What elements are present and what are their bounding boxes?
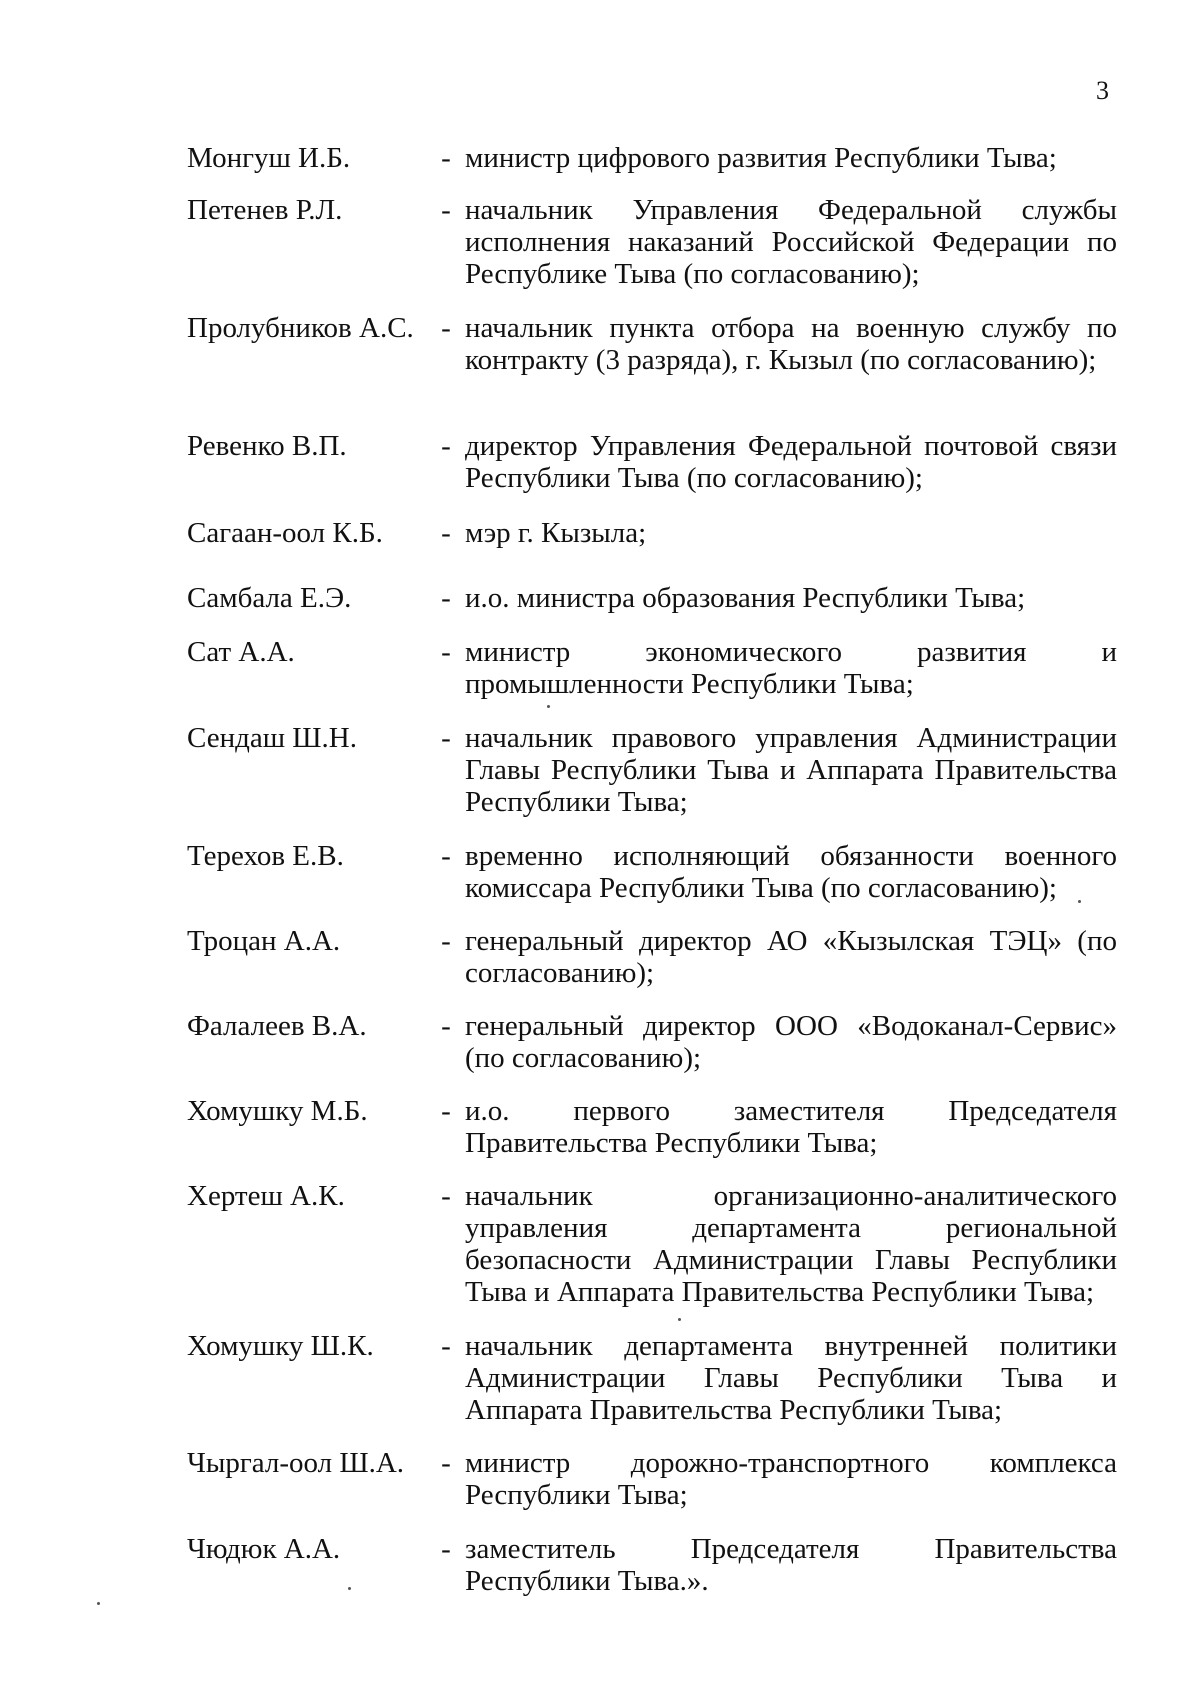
entry-description: директор Управления Федеральной почтовой связи Республики Тыва (по согласованию); [465, 430, 1117, 494]
entry-name: Чыргал-оол Ш.А. [187, 1447, 405, 1479]
entry-name: Сендаш Ш.Н. [187, 722, 357, 754]
entry-description: генеральный директор ООО «Водоканал-Сервис» (по согласованию); [465, 1010, 1117, 1074]
entry-dash: - [441, 582, 451, 614]
entry-description: заместитель Председателя Правительства Республики Тыва.». [465, 1533, 1117, 1597]
entry-dash: - [441, 312, 451, 344]
page-number: 3 [1096, 76, 1109, 105]
entry-description: министр цифрового развития Республики Тыва; [465, 142, 1057, 174]
entry-description: начальник департамента внутренней политики Администрации Главы Республики Тыва и Аппарата Правительства Республики Тыва; [465, 1330, 1117, 1426]
entry-description: временно исполняющий обязанности военного комиссара Республики Тыва (по согласованию); [465, 840, 1117, 904]
entry-description: и.о. министра образования Республики Тыва; [465, 582, 1026, 614]
entry-description: начальник правового управления Администрации Главы Республики Тыва и Аппарата Правительства Республики Тыва; [465, 722, 1117, 818]
entry-description: министр дорожно-транспортного комплекса Республики Тыва; [465, 1447, 1117, 1511]
entry-dash: - [441, 517, 451, 549]
entry-description: начальник Управления Федеральной службы исполнения наказаний Российской Федерации по Республике Тыва (по согласованию); [465, 194, 1117, 290]
scan-speck [547, 705, 550, 708]
entry-dash: - [441, 722, 451, 754]
scan-speck [1078, 900, 1081, 903]
scan-speck [348, 1587, 351, 1590]
entry-name: Пролубников А.С. [187, 312, 414, 344]
entry-dash: - [441, 1180, 451, 1212]
entry-description: начальник пункта отбора на военную службу по контракту (3 разряда), г. Кызыл (по согласованию); [465, 312, 1117, 376]
entry-dash: - [441, 636, 451, 668]
entry-name: Терехов Е.В. [187, 840, 344, 872]
scan-speck [678, 1318, 681, 1321]
scan-speck [97, 1602, 100, 1605]
entry-description: министр экономического развития и промышленности Республики Тыва; [465, 636, 1117, 700]
entry-dash: - [441, 142, 451, 174]
entry-dash: - [441, 1447, 451, 1479]
entry-name: Самбала Е.Э. [187, 582, 352, 614]
entry-dash: - [441, 1095, 451, 1127]
entry-name: Хомушку М.Б. [187, 1095, 368, 1127]
entry-name: Петенев Р.Л. [187, 194, 343, 226]
entry-description: и.о. первого заместителя Председателя Правительства Республики Тыва; [465, 1095, 1117, 1159]
entry-description: мэр г. Кызыла; [465, 517, 647, 549]
entry-name: Монгуш И.Б. [187, 142, 351, 174]
entry-dash: - [441, 925, 451, 957]
entry-name: Хертеш А.К. [187, 1180, 345, 1212]
entry-name: Ревенко В.П. [187, 430, 347, 462]
entry-dash: - [441, 1010, 451, 1042]
entry-name: Чюдюк А.А. [187, 1533, 341, 1565]
entry-name: Хомушку Ш.К. [187, 1330, 374, 1362]
entry-dash: - [441, 430, 451, 462]
entry-description: генеральный директор АО «Кызылская ТЭЦ» (по согласованию); [465, 925, 1117, 989]
entry-name: Сат А.А. [187, 636, 295, 668]
entry-name: Фалалеев В.А. [187, 1010, 367, 1042]
entry-name: Сагаан-оол К.Б. [187, 517, 383, 549]
entry-dash: - [441, 1533, 451, 1565]
entry-dash: - [441, 840, 451, 872]
entry-dash: - [441, 194, 451, 226]
entry-description: начальник организационно-аналитического управления департамента региональной безопасности Администрации Главы Республики Тыва и Аппарата Правительства Республики Тыва; [465, 1180, 1117, 1308]
entry-name: Троцан А.А. [187, 925, 341, 957]
entry-dash: - [441, 1330, 451, 1362]
